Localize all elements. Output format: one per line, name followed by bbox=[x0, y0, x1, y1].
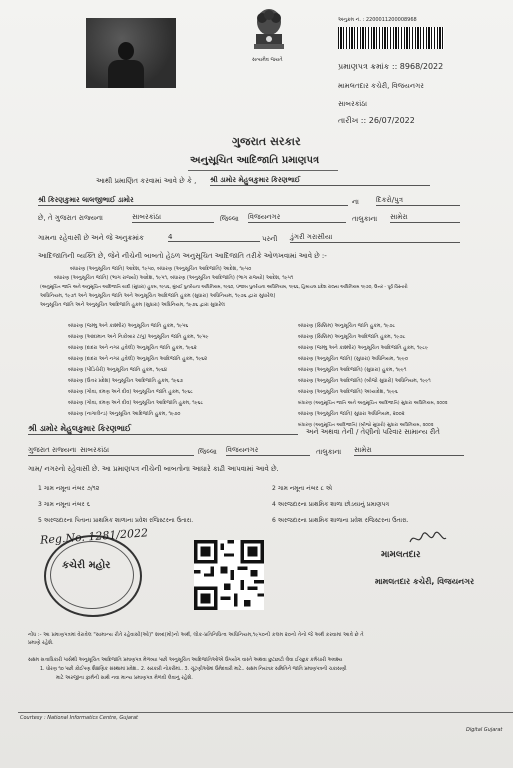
officer-signature bbox=[408, 530, 448, 548]
resident-state: ગુજરાત રાજ્યના bbox=[28, 446, 80, 456]
subclause-on: પરની bbox=[262, 235, 278, 243]
list-item: બંધારણ (જમ્મુ અને કાશ્મીર) અનુસૂચિત આદિજાતિ હુકમ, ૧૯૮૯ bbox=[298, 345, 429, 351]
issuing-office: મામલતદાર કચેરી, વિજયનગર bbox=[338, 82, 424, 90]
issue-date: તારીખ :: 26/07/2022 bbox=[338, 116, 415, 125]
state-emblem-icon bbox=[248, 6, 290, 62]
resident-village: સામેરા bbox=[354, 446, 464, 456]
list-item: બંધારણ (ઉત્તર પ્રદેશ) અનુસૂચિત આદિજાતિ હુકમ, ૧૯૬૭ bbox=[68, 378, 183, 384]
order-line: (અનુસૂચિત જાતિ અને અનુસૂચિત આદિજાતિ યાદી (સુધારા) હુકમ, ૧૯૫૬, મુંબઈ પુનર્રચના અધિનિયમ, ૧૯૬૦, પંજાબ પુનર્રચના અધિનિયમ, ૧૯૬૬, હિમાચલ પ્રદેશ રાજ્ય અધિનિયમ ૧૯૭૦, ઉત્તર - પૂર્વ વિસ્તારો bbox=[40, 285, 408, 290]
order-line: અનુસૂચિત જાતિ અને અનુસૂચિત આદિજાતિ હુકમ (સુધારા) અધિનિયમ, ૧૯૭૬ દ્વારા સુધારેલ bbox=[40, 302, 225, 308]
resident-taluka-label: તાલુકાના bbox=[316, 448, 342, 456]
courtesy-text: Courtesy : National Informatics Centre, Gujarat bbox=[20, 715, 138, 721]
certificate-title: અનુસૂચિત આદિજાતિ પ્રમાણપત્ર bbox=[190, 155, 320, 166]
resident-tail: અને અથવા તેની / તેણીનો પરિવાર સામાન્ય રીતે bbox=[306, 428, 440, 436]
list-item: બંધારણ (પોંડિચેરી) અનુસૂચિત જાતિ હુકમ, ૧૯૬૪ bbox=[68, 367, 168, 373]
document-item: 1 ગામ નમૂના નંબર ૭/૧૨ bbox=[38, 485, 100, 492]
district-value: સાબરકાંઠા bbox=[132, 213, 214, 223]
footer-note: નોંધ :- આ પ્રમાણપત્રમાં વેરાવેલ "સામાન્ય રીતે રહેવાસી(ઓ)" શબ્દ(મો)નો અર્થ, લોક-પ્રતિનિધિત્વ અધિનિયમ,૧૯૫૦ની કલમ ૨૦નો તેનો જે અર્થ કરવામાં આવે છે તે bbox=[28, 632, 364, 638]
resident-taluka: વિજયનગર bbox=[226, 446, 310, 456]
order-line: બંધારણ (અનુસૂચિત જાતિ) (ભાગ રાજ્યો) આદેશ, ૧૯૫૧, બંધારણ (અનુસૂચિત આદિજાતિ) (ભાગ રાજ્યો) આદેશ, ૧૯૫૧ bbox=[54, 275, 294, 281]
certify-text: આથી પ્રમાણિત કરવામાં આવે છે કે , bbox=[96, 177, 197, 185]
recognition-text: આદિજાતિની વ્યક્તિ છે, જેને નીચેની બાબતો હેઠળ અનુસૂચિત આદિજાતિ તરીકે ઓળખવામાં આવે છે :- bbox=[38, 252, 327, 260]
issuing-district: સાબરકાંઠા bbox=[338, 100, 368, 108]
footer-note-2: પ્રમાણે રહેશે. bbox=[28, 640, 54, 646]
registration-number: Reg.No. 1281/2022 bbox=[39, 526, 149, 547]
document-item: 2 ગામ નમૂના નંબર ૮ એ bbox=[272, 485, 333, 492]
list-item: બંધારણ (અનુસૂચિત આદિજાતિ) અધ્યાદેશ, ૧૯૯૬ bbox=[298, 389, 398, 395]
officer-office: મામલતદાર કચેરી, વિજયનગર bbox=[375, 577, 475, 586]
office-stamp-text: કચેરી મહોર bbox=[62, 560, 111, 571]
document-item: 6 અરજદારના પ્રાથમિક શાળાના પ્રવેશ રજિસ્ટરના ઉતારા. bbox=[272, 517, 409, 524]
title-underline bbox=[188, 170, 338, 171]
basis-text: ગામ/ નગરનો રહેવાસી છે. આ પ્રમાણપત્ર નીચેની બાબતોના આધારે કાઢી આપવામાં આવે છે. bbox=[28, 465, 279, 473]
footer-divider bbox=[18, 712, 513, 713]
barcode bbox=[338, 27, 444, 49]
list-item: બંધારણ (અનુસૂચિત જાતિ) (સુધારા) અધિનિયમ, ૧૯૯૦ bbox=[298, 356, 408, 362]
district-label: જિલ્લા bbox=[220, 215, 239, 223]
list-item: બંધારણ (ગોવા, દમણ અને દીવ) અનુસૂચિત જાતિ હુકમ, ૧૯૬૮ bbox=[68, 389, 193, 395]
certificate-number: પ્રમાણપત્ર ક્રમાંક :: 8968/2022 bbox=[338, 62, 444, 71]
document-item: 5 અરજદારના પિતાના પ્રાથમિક શાળાના પ્રવેશ રજિસ્ટરના ઉતારા. bbox=[38, 517, 194, 524]
subclause-number: 4 bbox=[168, 233, 260, 242]
footer-authority-2: 1. ધોરણ ૧૦ પછી કોઈપણ શૈક્ષણિક સંસ્થામાં પ્રવેશ.. 2. સરકારી નોકરીમાં.. 3. ચૂંટણીઓમાં ઉમેદવારી માટે.. સક્ષમ નિયંત્રક સમિતિને જાતિ પ્રમાણપત્રની ચકાસણી bbox=[40, 667, 347, 672]
father-name: શ્રી કિરણકુમાર લાલજીભાઈ ડામોર bbox=[38, 196, 348, 206]
list-item: બંધારણ (ગોવા, દમણ અને દીવ) અનુસૂચિત આદિજાતિ હુકમ, ૧૯૬૮ bbox=[68, 400, 204, 406]
state-label: છે, તે ગુજરાત રાજ્યના bbox=[38, 214, 103, 222]
resident-district-label: જિલ્લા bbox=[198, 448, 217, 456]
order-line: અધિનિયમ, ૧૯૭૧ અને અનુસૂચિત જાતિ અને અનુસૂચિત આદિજાતિ હુકમ (સુધારા) અધિનિયમ, ૧૯૭૬ દ્વારા સુધારેલ) bbox=[40, 293, 276, 299]
qr-code bbox=[194, 540, 264, 610]
taluka-value: વિજયનગર bbox=[248, 213, 346, 223]
list-item: બંધારણ (અનુસૂચિત આદિજાતિ) (બીજો સુધારો) સુધારા અધિનિયમ, ૨૦૦૨ bbox=[298, 423, 434, 428]
government-title: ગુજરાત સરકાર bbox=[232, 135, 301, 148]
subclause-label: ગામના રહેવાસી છે અને જે અનુક્રમાંક bbox=[38, 234, 144, 242]
order-line: બંધારણ (અનુસૂચિત જાતિ) આદેશ, ૧૯૫૦, બંધારણ (અનુસૂચિત આદિજાતિ) આદેશ, ૧૯૫૦ bbox=[70, 266, 252, 272]
list-item: બંધારણ (સિક્કિમ) અનુસૂચિત જાતિ હુકમ, ૧૯૭૮ bbox=[298, 323, 396, 329]
holder-name: શ્રી ડામોર મેહુલકુમાર કિરણભાઈ bbox=[210, 176, 430, 186]
na-label: ના bbox=[352, 198, 359, 206]
list-item: બંધારણ (દાદરા અને નગર હવેલી) અનુસૂચિત જાતિ હુકમ, ૧૯૬૨ bbox=[68, 345, 197, 351]
document-item: 3 ગામ નમૂના નંબર ૬ bbox=[38, 501, 90, 508]
document-item: 4 અરજદારના પ્રાથમિક શાળા છોડયાનું પ્રમાણપત્ર bbox=[272, 501, 390, 508]
resident-district: સાબરકાંઠા bbox=[80, 446, 194, 456]
digital-gujarat-text: Digital Gujarat bbox=[466, 727, 503, 733]
list-item: બંધારણ (અનુસૂચિત આદિજાતિ) (સુધારા) હુકમ, ૧૯૯૧ bbox=[298, 367, 407, 373]
applicant-photo bbox=[86, 18, 176, 88]
officer-title: મામલતદાર bbox=[381, 550, 421, 560]
tribe-name: ડુંગરી ગરાસીયા bbox=[290, 233, 460, 243]
list-item: બંધારણ (નાગાલેન્ડ) અનુસૂચિત આદિજાતિ હુકમ, ૧૯૭૦ bbox=[68, 411, 181, 417]
list-item: બંધારણ (દાદરા અને નગર હવેલી) અનુસૂચિત આદિજાતિ હુકમ, ૧૯૬૨ bbox=[68, 356, 208, 362]
list-item: બંધારણ (આંદામાન અને નિકોબાર ટાપુ) અનુસૂચિત જાતિ હુકમ, ૧૯૫૯ bbox=[68, 334, 209, 340]
emblem-motto: સત્યમેવ જયતે bbox=[252, 57, 283, 63]
taluka-label: તાલુકાના bbox=[352, 215, 378, 223]
list-item: બંધારણ (અનુસૂચિત જાતિ) સુધારા અધિનિયમ, ૨૦૦૨ bbox=[298, 411, 405, 417]
list-item: બંધારણ (જમ્મુ અને કાશ્મીર) અનુસૂચિત જાતિ હુકમ, ૧૯૫૬ bbox=[68, 323, 189, 329]
list-item: બંધારણ (સિક્કિમ) અનુસૂચિત આદિજાતિ હુકમ, ૧૯૭૮ bbox=[298, 334, 406, 340]
footer-authority: સક્ષમ સત્તાધિકારી પાસેથી અનુસૂચિત આદિજાતિ પ્રમાણપત્ર મેળવ્યા પછી અનુસૂચિત આદિજાતિઓએ ઉપયોગ વાસ્તે અથવા છુટછાટો લેવા ઈચ્છુક કર્મચારી અવશ્ય bbox=[28, 657, 343, 663]
village-value: સામેરા bbox=[390, 213, 460, 223]
list-item: બંધારણ (અનુસૂચિત જાતિ અને અનુસૂચિત આદિજાતિ) સુધારા અધિનિયમ, ૨૦૦૨ bbox=[298, 401, 448, 406]
list-item: બંધારણ (અનુસૂચિત આદિજાતિ) (બીજો સુધારો) અધિનિયમ, ૧૯૯૧ bbox=[298, 378, 431, 384]
office-seal-inner bbox=[50, 541, 134, 609]
resident-name: શ્રી ડામોર મેહુલકુમાર કિરણભાઈ bbox=[28, 424, 298, 435]
footer-authority-3: માટે અરજીના ફાર્મની સાથે નવા માન્ય પ્રમાણપત્ર મેળવી લેવાનું રહેશે. bbox=[56, 675, 193, 681]
relation: દિકરો/પુત્ર bbox=[376, 196, 460, 206]
serial-number: અનુક્રમ નં. : 2200011200008968 bbox=[338, 17, 417, 23]
